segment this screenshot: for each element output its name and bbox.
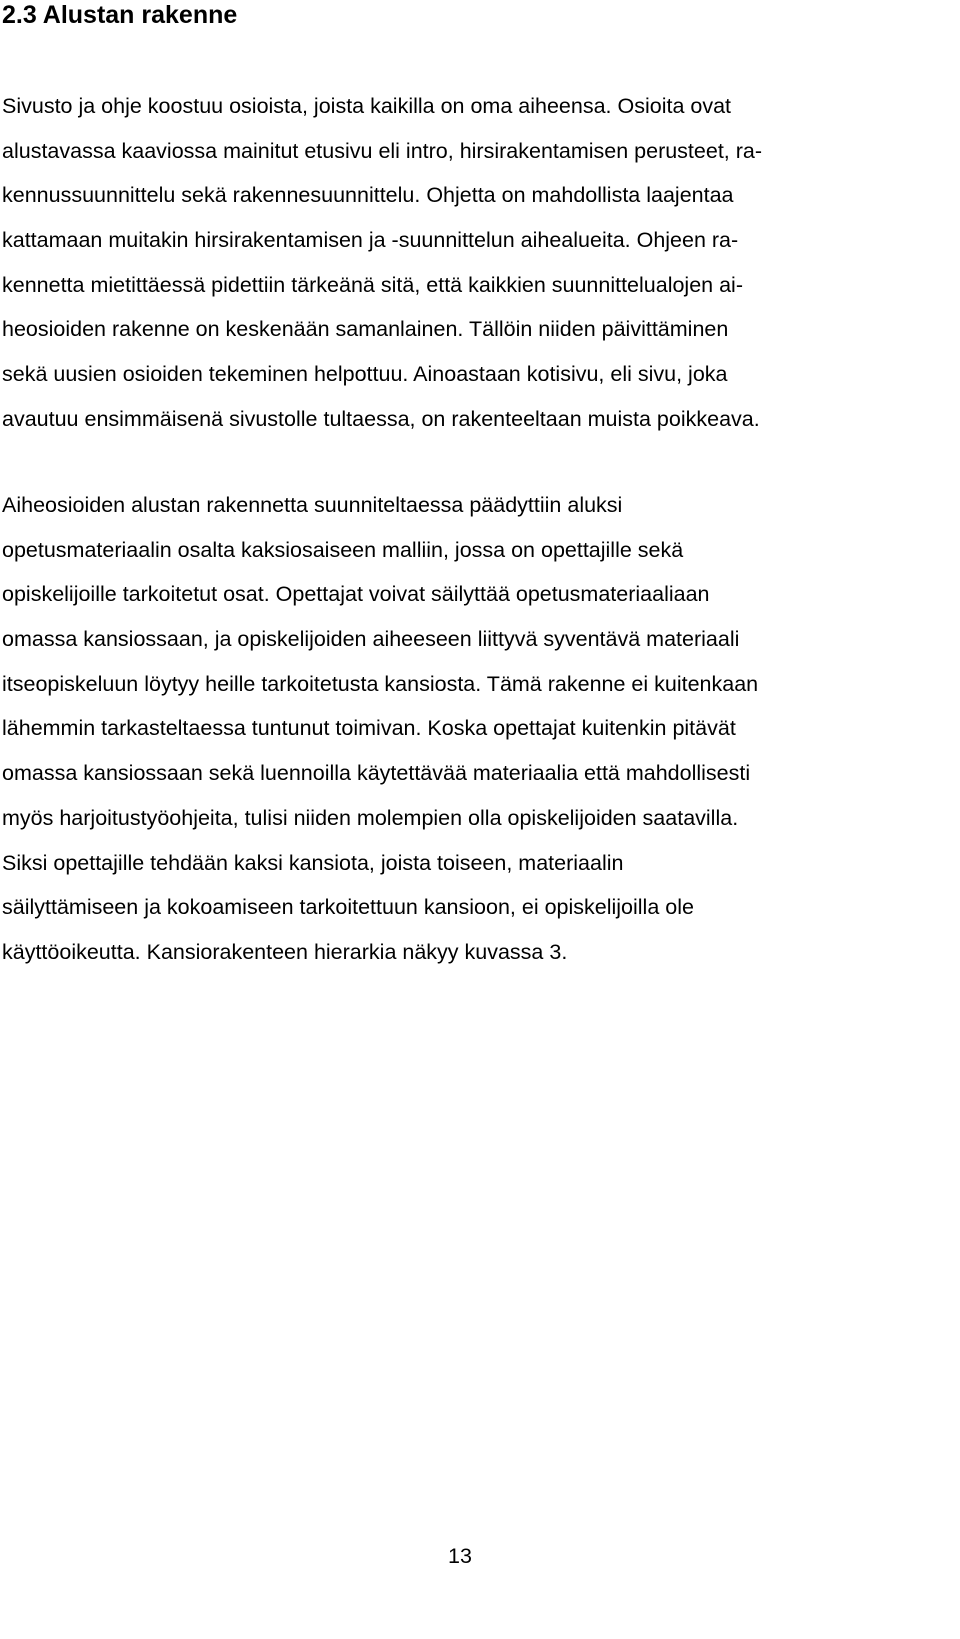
paragraph-line: säilyttämiseen ja kokoamiseen tarkoitettuun kansioon, ei opiskelijoilla ole (2, 895, 694, 920)
paragraph-line: itseopiskeluun löytyy heille tarkoitetusta kansiosta. Tämä rakenne ei kuitenkaan (2, 671, 759, 696)
paragraph-line: alustavassa kaaviossa mainitut etusivu eli intro, hirsirakentamisen perusteet, ra- (2, 138, 763, 163)
paragraph-line: omassa kansiossaan, ja opiskelijoiden aiheeseen liittyvä syventävä materiaali (2, 627, 740, 652)
paragraph-line: opetusmateriaalin osalta kaksiosaiseen malliin, jossa on opettajille sekä (2, 537, 684, 562)
paragraph-line: kattamaan muitakin hirsirakentamisen ja -suunnittelun aihealueita. Ohjeen ra- (2, 228, 739, 253)
paragraph-2 (2, 483, 960, 975)
paragraph-line: kennetta mietittäessä pidettiin tärkeänä sitä, että kaikkien suunnittelualojen ai- (2, 272, 743, 297)
page-number: 13 (448, 1544, 472, 1568)
paragraph-line: kennussuunnittelu sekä rakennesuunnittelu. Ohjetta on mahdollista laajentaa (2, 183, 734, 208)
paragraph-line: omassa kansiossaan sekä luennoilla käytettävää materiaalia että mahdollisesti (2, 761, 751, 786)
paragraph-line: käyttöoikeutta. Kansiorakenteen hierarkia näkyy kuvassa 3. (2, 939, 568, 964)
paragraph-1 (2, 84, 960, 442)
paragraph-line: opiskelijoille tarkoitetut osat. Opettajat voivat säilyttää opetusmateriaaliaan (2, 582, 710, 607)
paragraph-line: lähemmin tarkasteltaessa tuntunut toimivan. Koska opettajat kuitenkin pitävät (2, 716, 736, 741)
paragraph-line: heosioiden rakenne on keskenään samanlainen. Tällöin niiden päivittäminen (2, 317, 729, 342)
paragraph-line: Sivusto ja ohje koostuu osioista, joista kaikilla on oma aiheensa. Osioita ovat (2, 94, 732, 118)
section-heading: 2.3 Alustan rakenne (2, 1, 238, 29)
paragraph-line: Siksi opettajille tehdään kaksi kansiota, joista toiseen, materiaalin (2, 850, 624, 875)
paragraph-line: sekä uusien osioiden tekeminen helpottuu. Ainoastaan kotisivu, eli sivu, joka (2, 362, 728, 387)
paragraph-line: myös harjoitustyöohjeita, tulisi niiden molempien olla opiskelijoiden saatavilla. (2, 805, 739, 830)
paragraph-line: Aiheosioiden alustan rakennetta suunniteltaessa päädyttiin aluksi (2, 493, 623, 517)
paragraph-line: avautuu ensimmäisenä sivustolle tultaessa, on rakenteeltaan muista poikkeava. (2, 406, 760, 431)
